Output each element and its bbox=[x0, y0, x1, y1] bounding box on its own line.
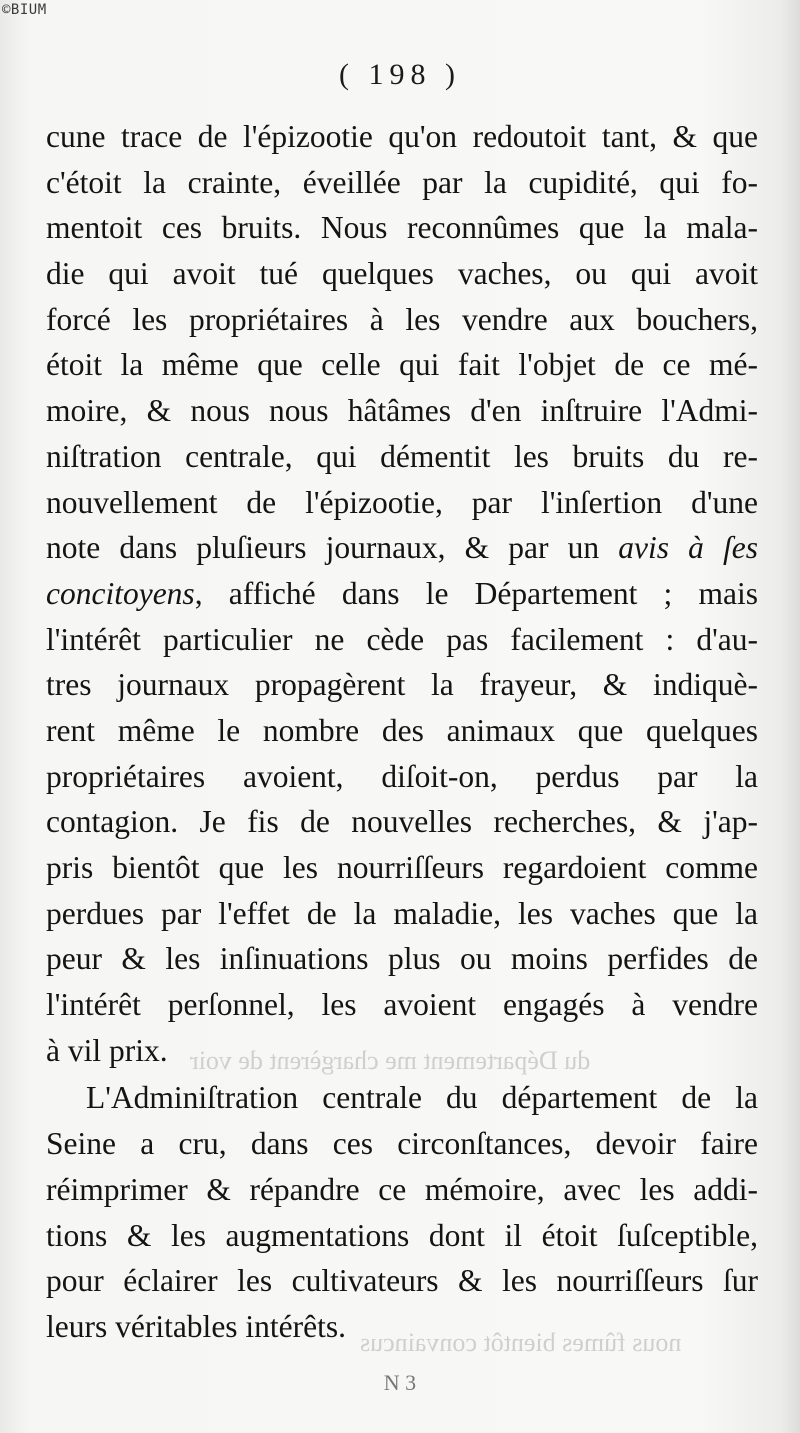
body-text bbox=[46, 114, 758, 1350]
text-line: leurs véritables intérêts. bbox=[46, 1308, 347, 1344]
text-line: perdues par l'effet de la maladie, les vaches que la bbox=[46, 895, 758, 931]
text-line: cune trace de l'épizootie qu'on redoutoit tant, & que bbox=[46, 119, 758, 154]
signature-mark: N 3 bbox=[383, 1370, 417, 1395]
italic-phrase: avis à ſes bbox=[618, 530, 758, 566]
text-line: l'intérêt perſonnel, les avoient engagés à vendre bbox=[46, 987, 758, 1023]
text-line: L'Adminiſtration centrale du département de la bbox=[86, 1080, 758, 1116]
text-line: tions & les augmentations dont il étoit ſuſceptible, bbox=[46, 1217, 758, 1253]
text-line: rent même le nombre des animaux que quelques bbox=[46, 712, 758, 748]
text-line: nouvellement de l'épizootie, par l'inſertion d'une bbox=[46, 484, 758, 520]
text-line bbox=[46, 571, 758, 617]
text-line: tres journaux propagèrent la frayeur, & indiquè- bbox=[46, 667, 758, 703]
text-line: peur & les inſinuations plus ou moins perfides de bbox=[46, 941, 758, 977]
text-line: die qui avoit tué quelques vaches, ou qui avoit bbox=[46, 256, 758, 292]
library-watermark: ©BIUM bbox=[2, 2, 47, 18]
text-line: propriétaires avoient, diſoit-on, perdus par la bbox=[46, 758, 758, 794]
text-line: contagion. Je fis de nouvelles recherches, & j'ap- bbox=[46, 804, 758, 840]
text-line: réimprimer & répandre ce mémoire, avec les addi- bbox=[46, 1171, 758, 1207]
text-segment: note dans pluſieurs journaux, & par un bbox=[46, 530, 619, 566]
text-line: mentoit ces bruits. Nous reconnûmes que la mala- bbox=[46, 210, 758, 246]
text-line: à vil prix. bbox=[46, 1032, 168, 1068]
text-line: pour éclairer les cultivateurs & les nourriſſeurs ſur bbox=[46, 1263, 758, 1299]
italic-phrase: concitoyens bbox=[46, 575, 195, 611]
text-line: Seine a cru, dans ces circonſtances, devoir faire bbox=[46, 1126, 758, 1162]
text-segment: , affiché dans le Département ; mais bbox=[194, 575, 758, 611]
text-line: c'étoit la crainte, éveillée par la cupidité, qui fo- bbox=[46, 164, 758, 200]
text-line: forcé les propriétaires à les vendre aux bouchers, bbox=[46, 301, 758, 337]
text-line: niſtration centrale, qui démentit les bruits du re- bbox=[46, 438, 758, 474]
text-line: étoit la même que celle qui fait l'objet de ce mé- bbox=[46, 347, 758, 383]
text-line bbox=[46, 525, 758, 571]
text-line: moire, & nous nous hâtâmes d'en inſtruire l'Admi- bbox=[46, 393, 758, 429]
show-through-text: nous fûmes bientôt convaincus bbox=[360, 1328, 682, 1357]
text-line: pris bientôt que les nourriſſeurs regardoient comme bbox=[46, 850, 758, 885]
show-through-text: du Département me chargèrent de voir bbox=[190, 1046, 591, 1075]
page-number: ( 198 ) bbox=[339, 58, 461, 91]
text-line: l'intérêt particulier ne cède pas facilement : d'au- bbox=[46, 621, 758, 657]
